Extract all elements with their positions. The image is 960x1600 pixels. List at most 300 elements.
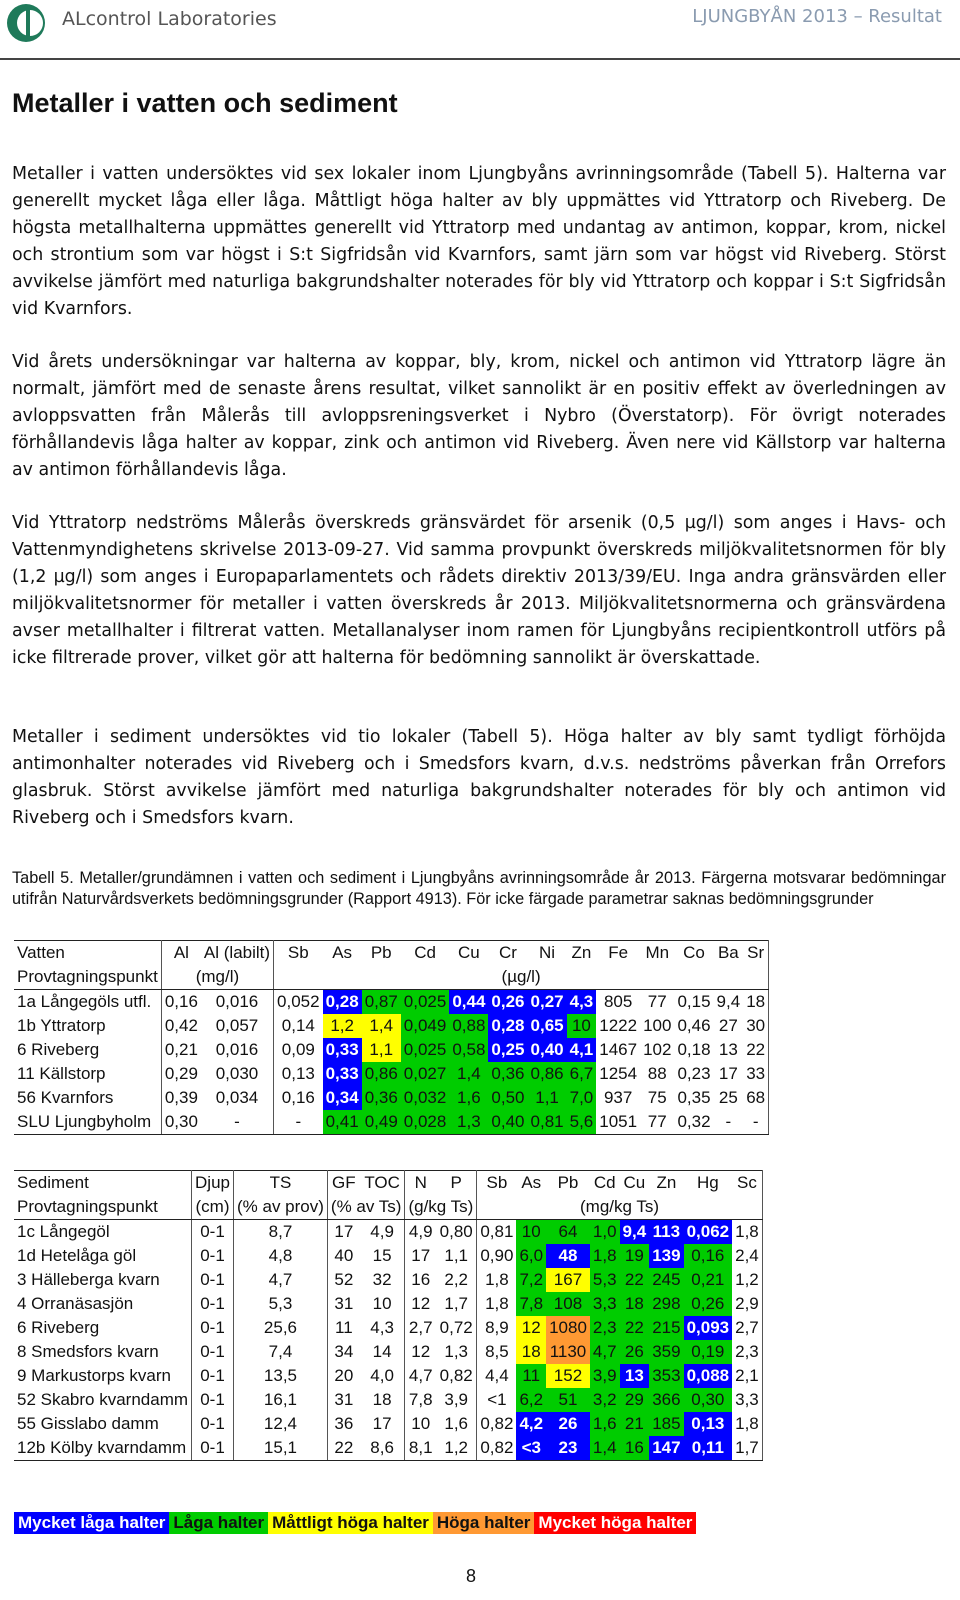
table-cell: 1,8 xyxy=(732,1412,762,1436)
column-header: TOC xyxy=(360,1171,405,1196)
row-name: 56 Kvarnfors xyxy=(14,1086,161,1110)
table-cell: 0,40 xyxy=(488,1110,527,1135)
column-header: Vatten xyxy=(14,941,161,966)
table-cell: 1,8 xyxy=(732,1220,762,1245)
table-cell: 0,72 xyxy=(436,1316,477,1340)
table-cell: 17 xyxy=(411,1246,431,1265)
table-cell: 100 xyxy=(643,1016,672,1035)
table-cell: 8,1 xyxy=(405,1436,436,1461)
table-cell: 16 xyxy=(411,1270,431,1289)
table-row xyxy=(14,1220,762,1245)
table-cell: 0-1 xyxy=(192,1436,234,1461)
table-cell: 0,032 xyxy=(401,1086,450,1110)
table-cell: 22 xyxy=(327,1436,359,1461)
table-cell: 167 xyxy=(546,1268,590,1292)
table-cell: 21 xyxy=(620,1412,650,1436)
column-header: Pb xyxy=(362,941,401,966)
table-cell: 7,8 xyxy=(516,1292,546,1316)
table-cell: 2,3 xyxy=(732,1340,762,1364)
table-cell: 48 xyxy=(546,1244,590,1268)
table-cell: 0,093 xyxy=(684,1316,733,1340)
table-cell: 1,4 xyxy=(590,1436,620,1461)
table-cell: 75 xyxy=(647,1088,667,1107)
table-cell: 8,9 xyxy=(485,1318,509,1337)
table-cell: 26 xyxy=(546,1412,590,1436)
unit-label: (mg/l) xyxy=(161,965,273,990)
table-cell: 4,7 xyxy=(408,1366,433,1385)
table-cell: 2,4 xyxy=(732,1244,762,1268)
table-cell: 0,90 xyxy=(480,1246,514,1265)
table-cell: 22 xyxy=(620,1316,650,1340)
table-cell: 0-1 xyxy=(192,1340,234,1364)
table-cell: 359 xyxy=(649,1340,683,1364)
table-row xyxy=(14,1412,762,1436)
table-cell: 4,8 xyxy=(234,1244,328,1268)
table-cell: 0,27 xyxy=(528,990,567,1015)
column-header: TS xyxy=(234,1171,328,1196)
table-cell: 10 xyxy=(516,1220,546,1245)
table-cell: 0,025 xyxy=(401,1038,450,1062)
table-row xyxy=(14,1062,769,1086)
table-cell: 5,3 xyxy=(590,1268,620,1292)
table-cell: 0,28 xyxy=(488,1014,527,1038)
table-cell: 108 xyxy=(546,1292,590,1316)
table-cell: 353 xyxy=(649,1364,683,1388)
table-cell: 33 xyxy=(743,1062,768,1086)
table-cell: 11 xyxy=(516,1364,546,1388)
row-name: 4 Orranäsasjön xyxy=(14,1292,192,1316)
table-cell: 0,87 xyxy=(362,990,401,1015)
table-cell: 17 xyxy=(718,1064,738,1083)
table-cell: 88 xyxy=(647,1064,667,1083)
table-row xyxy=(14,1038,769,1062)
table-cell: 0,25 xyxy=(488,1038,527,1062)
table-cell: 0,82 xyxy=(436,1364,477,1388)
row-name: 3 Hälleberga kvarn xyxy=(14,1268,192,1292)
table-cell: 1130 xyxy=(546,1340,590,1364)
column-header: Ni xyxy=(528,941,567,966)
table-cell: 17 xyxy=(360,1412,405,1436)
table-cell: 2,2 xyxy=(436,1268,477,1292)
page-header xyxy=(0,0,960,40)
table-cell: 0-1 xyxy=(192,1220,234,1245)
table-cell: 215 xyxy=(649,1316,683,1340)
table-cell: <1 xyxy=(487,1390,507,1409)
table-cell: - xyxy=(714,1110,744,1135)
table-cell: 3,2 xyxy=(590,1388,620,1412)
table-cell: 0,32 xyxy=(674,1110,713,1135)
table-cell: 0,26 xyxy=(488,990,527,1015)
table-cell: 64 xyxy=(546,1220,590,1245)
table-row xyxy=(14,1340,762,1364)
table-cell: 139 xyxy=(649,1244,683,1268)
column-header: N xyxy=(405,1171,436,1196)
table-cell: 0,86 xyxy=(362,1062,401,1086)
row-name: 6 Riveberg xyxy=(14,1038,161,1062)
table-cell: 1222 xyxy=(599,1016,638,1035)
table-cell: 7,0 xyxy=(567,1086,597,1110)
table-cell: 14 xyxy=(360,1340,405,1364)
table-cell: 0,11 xyxy=(684,1436,733,1461)
table-cell: 0-1 xyxy=(192,1388,234,1412)
table-row xyxy=(14,1364,762,1388)
table-cell: 27 xyxy=(718,1016,738,1035)
table-cell: 0,057 xyxy=(201,1014,274,1038)
table-cell: 25 xyxy=(718,1088,738,1107)
table-cell: 7,8 xyxy=(408,1390,433,1409)
row-name: 12b Kölby kvarndamm xyxy=(14,1436,192,1461)
table-cell: 1254 xyxy=(599,1064,638,1083)
table-cell: 0,35 xyxy=(677,1088,711,1107)
table-cell: 26 xyxy=(620,1340,650,1364)
unit-label: (cm) xyxy=(192,1195,234,1220)
table-cell: 1,6 xyxy=(436,1412,477,1436)
table-cell: 32 xyxy=(360,1268,405,1292)
table-cell: 0,16 xyxy=(684,1244,733,1268)
row-name: 1b Yttratorp xyxy=(14,1014,161,1038)
row-header-label: Provtagningspunkt xyxy=(14,965,161,990)
page-number: 8 xyxy=(466,1566,477,1586)
table-cell: 29 xyxy=(620,1388,650,1412)
table-cell: 31 xyxy=(334,1390,354,1409)
table-cell: 12 xyxy=(411,1342,431,1361)
table-cell: 1051 xyxy=(596,1110,640,1135)
table-cell: 2,9 xyxy=(732,1292,762,1316)
column-header: Ba xyxy=(714,941,744,966)
column-header: Zn xyxy=(567,941,597,966)
legend-item: Mycket låga halter xyxy=(14,1512,169,1534)
table-cell: 5,3 xyxy=(234,1292,328,1316)
column-header: Al (labilt) xyxy=(201,941,274,966)
table-cell: 1,7 xyxy=(732,1436,762,1461)
running-title: LJUNGBYÅN 2013 – Resultat xyxy=(692,6,942,27)
paragraph-3: Vid Yttratorp nedströms Målerås överskreds gränsvärdet för arsenik (0,5 µg/l) som anges i Havs- och Vattenmyndighetens skrivelse 2013-09-27. Vid samma provpunkt överskreds miljökvalitetsnormen för bly (1,2 µg/l) som anges i Europaparlamentets och rådets direktiv 2013/39/EU. Inga andra gränsvärden eller miljökvalitetsnormer för metaller i vatten överskreds år 2013. Miljökvalitetsnormerna och gränsvärdena avser metallhalter i filtrerat vatten. Metallanalyser inom ramen för Ljungbyåns recipientkontroll utförs på icke filtrerade prover, vilket gör att halterna för bedömning sannolikt är överskattade. xyxy=(12,513,946,668)
table-cell: 2,7 xyxy=(408,1318,433,1337)
table-cell: 68 xyxy=(743,1086,768,1110)
table-cell: 0,65 xyxy=(528,1014,567,1038)
table-cell: 25,6 xyxy=(234,1316,328,1340)
table-cell: 6,7 xyxy=(567,1062,597,1086)
table-cell: 18 xyxy=(620,1292,650,1316)
table-cell: 4,3 xyxy=(567,990,597,1015)
table-cell: 0,034 xyxy=(201,1086,274,1110)
unit-label: (% av prov) xyxy=(234,1195,328,1220)
table-cell: 4,3 xyxy=(360,1316,405,1340)
table-cell: 0,82 xyxy=(480,1414,514,1433)
table-cell: 40 xyxy=(334,1246,354,1265)
table-cell: 1,6 xyxy=(590,1412,620,1436)
table-cell: 1,4 xyxy=(362,1014,401,1038)
legend-item: Låga halter xyxy=(169,1512,268,1534)
color-legend xyxy=(14,1512,696,1534)
table-cell: 2,7 xyxy=(732,1316,762,1340)
table-cell: 6,0 xyxy=(516,1244,546,1268)
table-cell: 0,81 xyxy=(480,1222,514,1241)
table-cell: 0,028 xyxy=(401,1110,450,1135)
table-cell: 1,8 xyxy=(590,1244,620,1268)
table-cell: 0,016 xyxy=(201,1038,274,1062)
table-cell: 4,1 xyxy=(567,1038,597,1062)
table-row xyxy=(14,1388,762,1412)
column-header: P xyxy=(436,1171,477,1196)
table-cell: 18 xyxy=(360,1388,405,1412)
table-cell: 13 xyxy=(620,1364,650,1388)
column-header: Cd xyxy=(401,941,450,966)
table-cell: 1,1 xyxy=(528,1086,567,1110)
section-title: Metaller i vatten och sediment xyxy=(12,88,398,118)
column-header: Cu xyxy=(449,941,488,966)
table-row xyxy=(14,990,769,1015)
unit-label: (mg/kg Ts) xyxy=(477,1195,762,1220)
table-cell: 18 xyxy=(516,1340,546,1364)
table-cell: 0,80 xyxy=(436,1220,477,1245)
column-header: Zn xyxy=(649,1171,683,1196)
legend-item: Måttligt höga halter xyxy=(268,1512,433,1534)
table-cell: 298 xyxy=(649,1292,683,1316)
table-row xyxy=(14,1110,769,1135)
table-cell: 0,29 xyxy=(164,1064,198,1083)
column-header: Hg xyxy=(684,1171,733,1196)
table-cell: 51 xyxy=(546,1388,590,1412)
table-cell: 8,6 xyxy=(360,1436,405,1461)
table-cell: 10 xyxy=(411,1414,431,1433)
column-header: Pb xyxy=(546,1171,590,1196)
paragraph-2: Vid årets undersökningar var halterna av koppar, bly, krom, nickel och antimon vid Yttratorp lägre än normalt, jämfört med de senaste årens resultat, vilket sannolikt är en positiv effekt av överledningen av avloppsvatten från Målerås till avloppsreningsverket i Nybro (Överstatorp). För övrigt noterades förhållandevis låga halter av koppar, zink och antimon vid Riveberg. Även nere vid Källstorp var halterna av antimon förhållandevis låga. xyxy=(12,352,946,480)
table-cell: 0,50 xyxy=(488,1086,527,1110)
table-cell: 30 xyxy=(743,1014,768,1038)
paragraph-1: Metaller i vatten undersöktes vid sex lokaler inom Ljungbyåns avrinningsområde (Tabell 5). Halterna var generellt mycket låga eller låga. Måttligt höga halter av bly uppmättes vid Yttratorp och Riveberg. De högsta metallhalterna uppmättes generellt vid Yttratorp med undantag av antimon, koppar, krom, nickel och strontium som var högst i S:t Sigfridsån vid Kvarnfors, samt järn som var högst vid Riveberg. Störst avvikelse jämfört med naturliga bakgrundshalter noterades för bly vid Yttratorp och koppar i S:t Sigfridsån vid Kvarnfors. xyxy=(12,164,946,319)
column-header: Sr xyxy=(743,941,768,966)
table-row xyxy=(14,1014,769,1038)
table-cell: 9,4 xyxy=(716,992,741,1011)
table-cell: 0,30 xyxy=(684,1388,733,1412)
table-cell: 34 xyxy=(334,1342,354,1361)
paragraph-4: Metaller i sediment undersöktes vid tio lokaler (Tabell 5). Höga halter av bly samt tydligt förhöjda antimonhalter noterades vid Riveberg och i Smedsfors kvarn, d.v.s. nedströms påverkan från Orrefors glasbruk. Störst avvikelse jämfört med naturliga bakgrundshalter noterades för bly och antimon vid Riveberg och i Smedsfors kvarn. xyxy=(12,727,946,828)
column-header: Al xyxy=(161,941,201,966)
table-cell: 10 xyxy=(567,1014,597,1038)
column-header: Sb xyxy=(477,1171,517,1196)
table-cell: 185 xyxy=(649,1412,683,1436)
table-cell: 0,42 xyxy=(164,1016,198,1035)
table-cell: 11 xyxy=(335,1318,353,1337)
table-cell: 0,28 xyxy=(323,990,362,1015)
table-cell: 23 xyxy=(546,1436,590,1461)
column-header: Cd xyxy=(590,1171,620,1196)
table-cell: 77 xyxy=(647,992,667,1011)
table-cell: 1,6 xyxy=(449,1086,488,1110)
table-cell: 0,36 xyxy=(362,1086,401,1110)
table-cell: 0,86 xyxy=(528,1062,567,1086)
table-cell: 0-1 xyxy=(192,1244,234,1268)
table-row xyxy=(14,1086,769,1110)
table-cell: 0-1 xyxy=(192,1292,234,1316)
table-cell: 8,7 xyxy=(234,1220,328,1245)
table-cell: 1467 xyxy=(599,1040,638,1059)
table-row xyxy=(14,1244,762,1268)
table-cell: 7,2 xyxy=(516,1268,546,1292)
alcontrol-logo-icon xyxy=(5,2,47,44)
table-cell: 9,4 xyxy=(620,1220,650,1245)
table-cell: 1,2 xyxy=(732,1268,762,1292)
legend-item: Mycket höga halter xyxy=(534,1512,696,1534)
table-cell: 19 xyxy=(620,1244,650,1268)
table-cell: 0,81 xyxy=(528,1110,567,1135)
table-caption: Tabell 5. Metaller/grundämnen i vatten och sediment i Ljungbyåns avrinningsområde år 2013. Färgerna motsvarar bedömningar utifrån Naturvårdsverkets bedömningsgrunder (Rapport 4913). För icke färgade parametrar saknas bedömningsgrunder xyxy=(12,869,946,908)
table-cell: 0,016 xyxy=(201,990,274,1015)
row-name: 1a Långegöls utfl. xyxy=(14,990,161,1015)
table-cell: 0,36 xyxy=(488,1062,527,1086)
table-cell: 1,8 xyxy=(485,1270,509,1289)
table-cell: 0,40 xyxy=(528,1038,567,1062)
row-name: 11 Källstorp xyxy=(14,1062,161,1086)
table-cell: 4,2 xyxy=(516,1412,546,1436)
column-header: As xyxy=(516,1171,546,1196)
table-cell: 0,049 xyxy=(401,1014,450,1038)
table-cell: 31 xyxy=(334,1294,354,1313)
table-cell: 12 xyxy=(411,1294,431,1313)
table-cell: 0,14 xyxy=(281,1016,315,1035)
table-cell: 20 xyxy=(334,1366,354,1385)
table-cell: 1,4 xyxy=(449,1062,488,1086)
table-cell: 22 xyxy=(743,1038,768,1062)
table-cell: 16,1 xyxy=(234,1388,328,1412)
table-cell: 15,1 xyxy=(234,1436,328,1461)
table-cell: - xyxy=(201,1110,274,1135)
table-cell: 77 xyxy=(640,1110,674,1135)
table-cell: 8,5 xyxy=(485,1342,509,1361)
table-cell: 4,7 xyxy=(590,1340,620,1364)
table-cell: 4,4 xyxy=(485,1366,509,1385)
table-cell: 0,39 xyxy=(164,1088,198,1107)
table-cell: 0,16 xyxy=(281,1088,315,1107)
table-cell: 3,3 xyxy=(590,1292,620,1316)
column-header: As xyxy=(323,941,362,966)
table-cell: 0,23 xyxy=(677,1064,711,1083)
table-cell: 0,44 xyxy=(449,990,488,1015)
column-header: Sc xyxy=(732,1171,762,1196)
table-cell: 5,6 xyxy=(567,1110,597,1135)
table-cell: 152 xyxy=(546,1364,590,1388)
table-cell: 0,46 xyxy=(677,1016,711,1035)
table-cell: - xyxy=(274,1110,323,1135)
table-cell: 0-1 xyxy=(192,1316,234,1340)
table-cell: 0,58 xyxy=(449,1038,488,1062)
table-cell: 0,34 xyxy=(323,1086,362,1110)
table-cell: 0,18 xyxy=(677,1040,711,1059)
table-cell: 16 xyxy=(620,1436,650,1461)
sediment-unit-row xyxy=(14,1195,762,1220)
column-header: Sb xyxy=(274,941,323,966)
table-cell: 0,21 xyxy=(164,1040,198,1059)
row-header-label: Provtagningspunkt xyxy=(14,1195,192,1220)
row-name: 1c Långegöl xyxy=(14,1220,192,1245)
column-header: Fe xyxy=(596,941,640,966)
table-cell: 0,19 xyxy=(684,1340,733,1364)
table-cell: 0,30 xyxy=(161,1110,201,1135)
table-cell: 805 xyxy=(603,992,633,1011)
table-cell: 10 xyxy=(360,1292,405,1316)
legend-item: Höga halter xyxy=(433,1512,535,1534)
table-cell: 1,2 xyxy=(323,1014,362,1038)
table-cell: 12,4 xyxy=(234,1412,328,1436)
table-cell: 0,49 xyxy=(362,1110,401,1135)
unit-label: (µg/l) xyxy=(274,965,769,990)
column-header: Djup xyxy=(192,1171,234,1196)
column-header: Cr xyxy=(488,941,527,966)
table-cell: 0,15 xyxy=(677,992,711,1011)
row-name: 6 Riveberg xyxy=(14,1316,192,1340)
table-cell: 1080 xyxy=(546,1316,590,1340)
table-cell: 3,9 xyxy=(590,1364,620,1388)
unit-label: (% av Ts) xyxy=(327,1195,405,1220)
row-name: SLU Ljungbyholm xyxy=(14,1110,161,1135)
table-cell: 18 xyxy=(743,990,768,1015)
table-cell: 0,33 xyxy=(323,1062,362,1086)
table-cell: 22 xyxy=(620,1268,650,1292)
water-metals-table xyxy=(14,940,769,1135)
table-cell: 113 xyxy=(649,1220,683,1245)
table-row xyxy=(14,1292,762,1316)
table-row xyxy=(14,1268,762,1292)
column-header: GF xyxy=(327,1171,359,1196)
row-name: 8 Smedsfors kvarn xyxy=(14,1340,192,1364)
table-cell: 0,82 xyxy=(477,1436,517,1461)
table-cell: 1,2 xyxy=(436,1436,477,1461)
table-cell: 1,3 xyxy=(449,1110,488,1135)
table-cell: 36 xyxy=(334,1414,354,1433)
brand-name: ALcontrol Laboratories xyxy=(62,8,277,30)
table-cell: 0,88 xyxy=(449,1014,488,1038)
table-cell: 0,41 xyxy=(323,1110,362,1135)
table-cell: 1,8 xyxy=(485,1294,509,1313)
table-cell: 15 xyxy=(360,1244,405,1268)
row-name: 9 Markustorps kvarn xyxy=(14,1364,192,1388)
table-cell: 4,0 xyxy=(360,1364,405,1388)
table-cell: 2,3 xyxy=(590,1316,620,1340)
table-cell: <3 xyxy=(516,1436,546,1461)
header-divider xyxy=(0,58,960,60)
table-cell: 0-1 xyxy=(192,1364,234,1388)
table-cell: 2,1 xyxy=(732,1364,762,1388)
water-header-row xyxy=(14,941,769,966)
table-cell: 0,21 xyxy=(684,1268,733,1292)
table-cell: 0,09 xyxy=(281,1040,315,1059)
table-cell: 3,9 xyxy=(436,1388,477,1412)
column-header: Cu xyxy=(620,1171,650,1196)
table-cell: 0,16 xyxy=(164,992,198,1011)
table-cell: 6,2 xyxy=(516,1388,546,1412)
row-name: 1d Hetelåga göl xyxy=(14,1244,192,1268)
table-cell: 245 xyxy=(649,1268,683,1292)
table-cell: 1,1 xyxy=(362,1038,401,1062)
table-cell: 0,030 xyxy=(201,1062,274,1086)
sediment-metals-table xyxy=(14,1170,763,1461)
table-cell: 0,052 xyxy=(277,992,320,1011)
table-cell: 4,7 xyxy=(234,1268,328,1292)
table-cell: 4,9 xyxy=(360,1220,405,1245)
table-cell: 12 xyxy=(516,1316,546,1340)
table-cell: 0,025 xyxy=(401,990,450,1015)
column-header: Mn xyxy=(640,941,674,966)
table-cell: 3,3 xyxy=(732,1388,762,1412)
table-cell: 1,0 xyxy=(590,1220,620,1245)
table-cell: 102 xyxy=(643,1040,672,1059)
table-cell: 366 xyxy=(649,1388,683,1412)
table-cell: 0,26 xyxy=(684,1292,733,1316)
table-cell: 4,9 xyxy=(408,1222,433,1241)
table-cell: 147 xyxy=(649,1436,683,1461)
table-cell: 17 xyxy=(334,1222,354,1241)
